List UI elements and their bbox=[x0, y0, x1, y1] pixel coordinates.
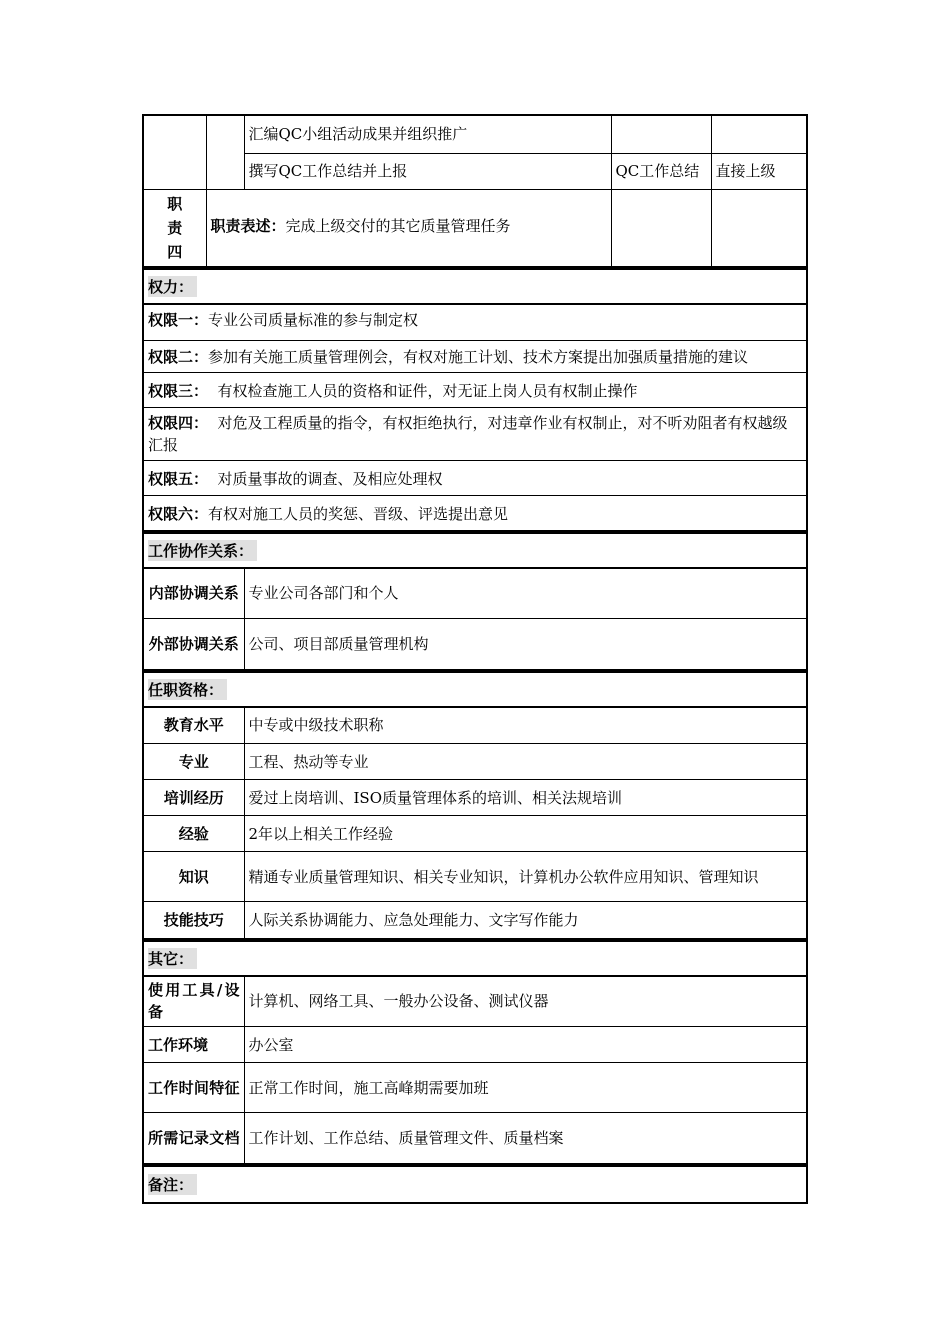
duty-report-text bbox=[711, 116, 806, 153]
authority-section bbox=[142, 268, 808, 532]
duty-task-row bbox=[144, 116, 806, 153]
other-row bbox=[144, 977, 806, 1027]
qualification-section bbox=[142, 671, 808, 940]
duty-index-cell bbox=[144, 116, 206, 189]
cooperation-table bbox=[144, 569, 806, 669]
authority-item bbox=[144, 373, 806, 408]
qualification-label: 技能技巧 bbox=[144, 902, 244, 938]
remarks-section bbox=[142, 1165, 808, 1204]
duty-task-text: 汇编QC小组活动成果并组织推广 bbox=[244, 116, 611, 153]
duty-result-text bbox=[611, 116, 711, 153]
other-value: 正常工作时间，施工高峰期需要加班 bbox=[244, 1063, 806, 1113]
authority-item-label: 权限二： bbox=[148, 347, 209, 366]
qualification-value: 2年以上相关工作经验 bbox=[244, 816, 806, 852]
duty-four-label-char: 四 bbox=[167, 242, 183, 261]
cooperation-heading-text: 工作协作关系： bbox=[148, 540, 257, 561]
qualification-row bbox=[144, 902, 806, 938]
authority-item-text: 参加有关施工质量管理例会，有权对施工计划、技术方案提出加强质量措施的建议 bbox=[208, 347, 749, 366]
other-label: 使用工具/设备 bbox=[144, 977, 244, 1027]
authority-item-label: 权限三： bbox=[148, 381, 209, 400]
qualification-value: 爱过上岗培训、ISO质量管理体系的培训、相关法规培训 bbox=[244, 780, 806, 816]
qualification-heading-text: 任职资格： bbox=[148, 679, 227, 700]
cooperation-value: 专业公司各部门和个人 bbox=[244, 569, 806, 619]
authority-item-text: 有权对施工人员的奖惩、晋级、评选提出意见 bbox=[208, 504, 509, 523]
authority-heading bbox=[144, 270, 806, 305]
cooperation-heading bbox=[144, 534, 806, 569]
other-label: 工作环境 bbox=[144, 1027, 244, 1063]
duty-task-row bbox=[144, 153, 806, 189]
authority-item-label: 权限四： bbox=[148, 413, 209, 432]
qualification-value: 人际关系协调能力、应急处理能力、文字写作能力 bbox=[244, 902, 806, 938]
authority-item-text: 有权检查施工人员的资格和证件，对无证上岗人员有权制止操作 bbox=[208, 381, 638, 400]
other-row bbox=[144, 1113, 806, 1163]
authority-heading-text: 权力： bbox=[148, 276, 197, 297]
qualification-heading bbox=[144, 673, 806, 708]
qualification-row bbox=[144, 816, 806, 852]
other-section bbox=[142, 940, 808, 1165]
authority-item-text: 对危及工程质量的指令，有权拒绝执行，对违章作业有权制止，对不听劝阻者有权越级汇报 bbox=[148, 413, 788, 454]
cooperation-label: 内部协调关系 bbox=[144, 569, 244, 619]
qualification-label: 经验 bbox=[144, 816, 244, 852]
authority-item-label: 权限五： bbox=[148, 469, 209, 488]
other-value: 工作计划、工作总结、质量管理文件、质量档案 bbox=[244, 1113, 806, 1163]
cooperation-row bbox=[144, 569, 806, 619]
duty-table bbox=[144, 116, 806, 266]
duty-four-label-char: 职 bbox=[167, 194, 183, 213]
other-table bbox=[144, 977, 806, 1163]
authority-item-text: 对质量事故的调查、及相应处理权 bbox=[208, 469, 443, 488]
other-heading bbox=[144, 942, 806, 977]
authority-item bbox=[144, 496, 806, 530]
qualification-row bbox=[144, 780, 806, 816]
authority-item bbox=[144, 408, 806, 461]
duty-description-label: 职责表述： bbox=[210, 216, 286, 235]
duty-subindex-cell bbox=[206, 116, 244, 189]
qualification-table bbox=[144, 708, 806, 938]
qualification-row bbox=[144, 852, 806, 902]
qualification-label: 专业 bbox=[144, 744, 244, 780]
cooperation-value: 公司、项目部质量管理机构 bbox=[244, 619, 806, 669]
duty-four-description bbox=[206, 189, 611, 266]
qualification-value: 中专或中级技术职称 bbox=[244, 708, 806, 744]
authority-item-label: 权限六： bbox=[148, 504, 209, 523]
authority-item bbox=[144, 341, 806, 373]
duty-block bbox=[142, 114, 808, 268]
qualification-label: 知识 bbox=[144, 852, 244, 902]
other-row bbox=[144, 1063, 806, 1113]
authority-item-text: 专业公司质量标准的参与制定权 bbox=[208, 310, 419, 329]
remarks-heading bbox=[144, 1167, 806, 1202]
other-label: 所需记录文档 bbox=[144, 1113, 244, 1163]
cooperation-label: 外部协调关系 bbox=[144, 619, 244, 669]
qualification-row bbox=[144, 708, 806, 744]
remarks-heading-text: 备注： bbox=[148, 1174, 197, 1195]
qualification-label: 培训经历 bbox=[144, 780, 244, 816]
qualification-value: 工程、热动等专业 bbox=[244, 744, 806, 780]
job-description-page bbox=[142, 114, 808, 1204]
qualification-value: 精通专业质量管理知识、相关专业知识，计算机办公软件应用知识、管理知识 bbox=[244, 852, 806, 902]
duty-result-text: QC工作总结 bbox=[611, 153, 711, 189]
duty-four-report bbox=[711, 189, 806, 266]
duty-four-result bbox=[611, 189, 711, 266]
duty-report-text: 直接上级 bbox=[711, 153, 806, 189]
duty-four-label-char: 责 bbox=[167, 218, 183, 237]
qualification-row bbox=[144, 744, 806, 780]
other-value: 办公室 bbox=[244, 1027, 806, 1063]
cooperation-section bbox=[142, 532, 808, 671]
duty-four-label bbox=[144, 189, 206, 266]
other-row bbox=[144, 1027, 806, 1063]
authority-item-label: 权限一： bbox=[148, 310, 209, 329]
authority-list bbox=[144, 305, 806, 530]
duty-description-text: 完成上级交付的其它质量管理任务 bbox=[285, 216, 511, 235]
authority-item bbox=[144, 305, 806, 341]
duty-task-text: 撰写QC工作总结并上报 bbox=[244, 153, 611, 189]
duty-four-row bbox=[144, 189, 806, 266]
other-label: 工作时间特征 bbox=[144, 1063, 244, 1113]
cooperation-row bbox=[144, 619, 806, 669]
other-heading-text: 其它： bbox=[148, 948, 197, 969]
other-value: 计算机、网络工具、一般办公设备、测试仪器 bbox=[244, 977, 806, 1027]
qualification-label: 教育水平 bbox=[144, 708, 244, 744]
authority-item bbox=[144, 461, 806, 496]
